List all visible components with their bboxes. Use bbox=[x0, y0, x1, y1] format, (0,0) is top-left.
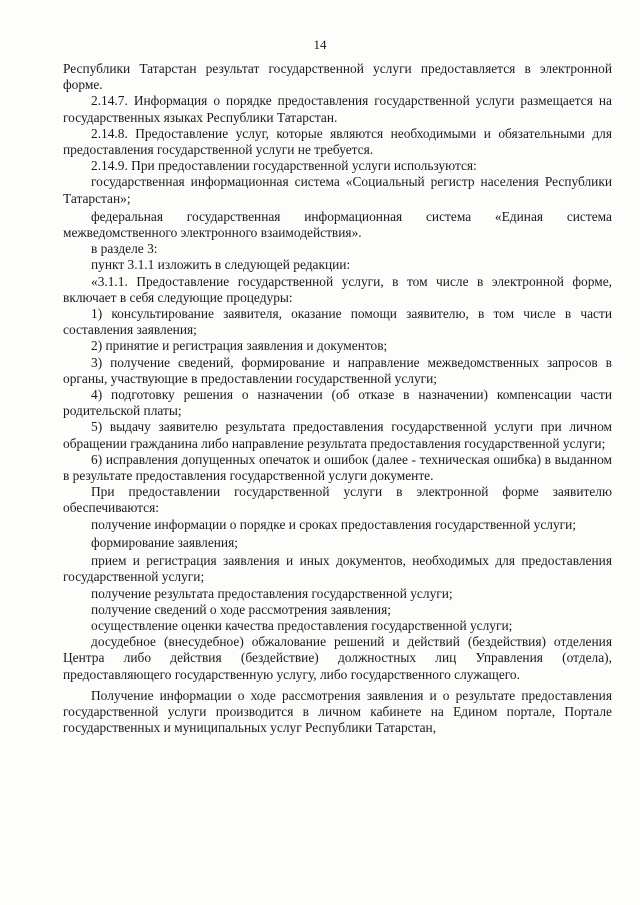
list-item: досудебное (внесудебное) обжалование решений и действий (бездействия) отделения Центра либо действия (бездействие) должностных лиц Управления (отдела), предоставляющего государственную услугу, либо государственного служащего. bbox=[63, 634, 612, 682]
page-number: 14 bbox=[313, 37, 327, 52]
list-item: осуществление оценки качества предоставления государственной услуги; bbox=[91, 617, 513, 633]
paragraph: При предоставлении государственной услуги в электронной форме заявителю обеспечиваются: bbox=[63, 484, 612, 516]
list-item: получение результата предоставления государственной услуги; bbox=[91, 585, 453, 601]
list-item: прием и регистрация заявления и иных документов, необходимых для предоставления государственной услуги; bbox=[63, 553, 612, 585]
paragraph: 2.14.7. Информация о порядке предоставления государственной услуги размещается на государственных языках Республики Татарстан. bbox=[63, 93, 612, 125]
paragraph: 2.14.9. При предоставлении государственной услуги используются: bbox=[91, 158, 477, 174]
list-item: 6) исправления допущенных опечаток и ошибок (далее - техническая ошибка) в выданном в результате предоставления государственной услуги документе. bbox=[63, 451, 612, 484]
list-item: 4) подготовку решения о назначении (об отказе в назначении) компенсации части родительской платы; bbox=[63, 387, 612, 419]
paragraph: пункт 3.1.1 изложить в следующей редакции: bbox=[91, 257, 351, 273]
list-item: получение информации о порядке и сроках предоставления государственной услуги; bbox=[91, 516, 577, 532]
paragraph: Получение информации о ходе рассмотрения заявления и о результате предоставления государственной услуги производится в личном кабинете на Едином портале, Портале государственных и муниципальных услуг Республики Татарстан, bbox=[63, 687, 612, 736]
paragraph: государственная информационная система «Социальный регистр населения Республики Татарстан»; bbox=[63, 174, 612, 206]
paragraph: «3.1.1. Предоставление государственной услуги, в том числе в электронной форме, включает в себя следующие процедуры: bbox=[63, 273, 612, 305]
list-item: получение сведений о ходе рассмотрения заявления; bbox=[91, 601, 391, 617]
list-item: формирование заявления; bbox=[91, 534, 238, 550]
list-item: 2) принятие и регистрация заявления и документов; bbox=[91, 338, 388, 354]
list-item: 5) выдачу заявителю результата предоставления государственной услуги при личном обращении гражданина либо направление результата предоставления государственной услуги; bbox=[63, 419, 612, 451]
list-item: 3) получение сведений, формирование и направление межведомственных запросов в органы, участвующие в предоставлении государственной услуги; bbox=[63, 354, 612, 386]
list-item: 1) консультирование заявителя, оказание помощи заявителю, в том числе в части составления заявления; bbox=[63, 306, 612, 338]
paragraph: федеральная государственная информационная система «Единая система межведомственного электронного взаимодействия». bbox=[63, 208, 612, 241]
paragraph: в разделе 3: bbox=[91, 241, 158, 257]
paragraph: Республики Татарстан результат государственной услуги предоставляется в электронной форме. bbox=[63, 61, 612, 93]
paragraph: 2.14.8. Предоставление услуг, которые являются необходимыми и обязательными для предоставления государственной услуги не требуется. bbox=[63, 125, 612, 158]
document-body bbox=[63, 61, 612, 736]
